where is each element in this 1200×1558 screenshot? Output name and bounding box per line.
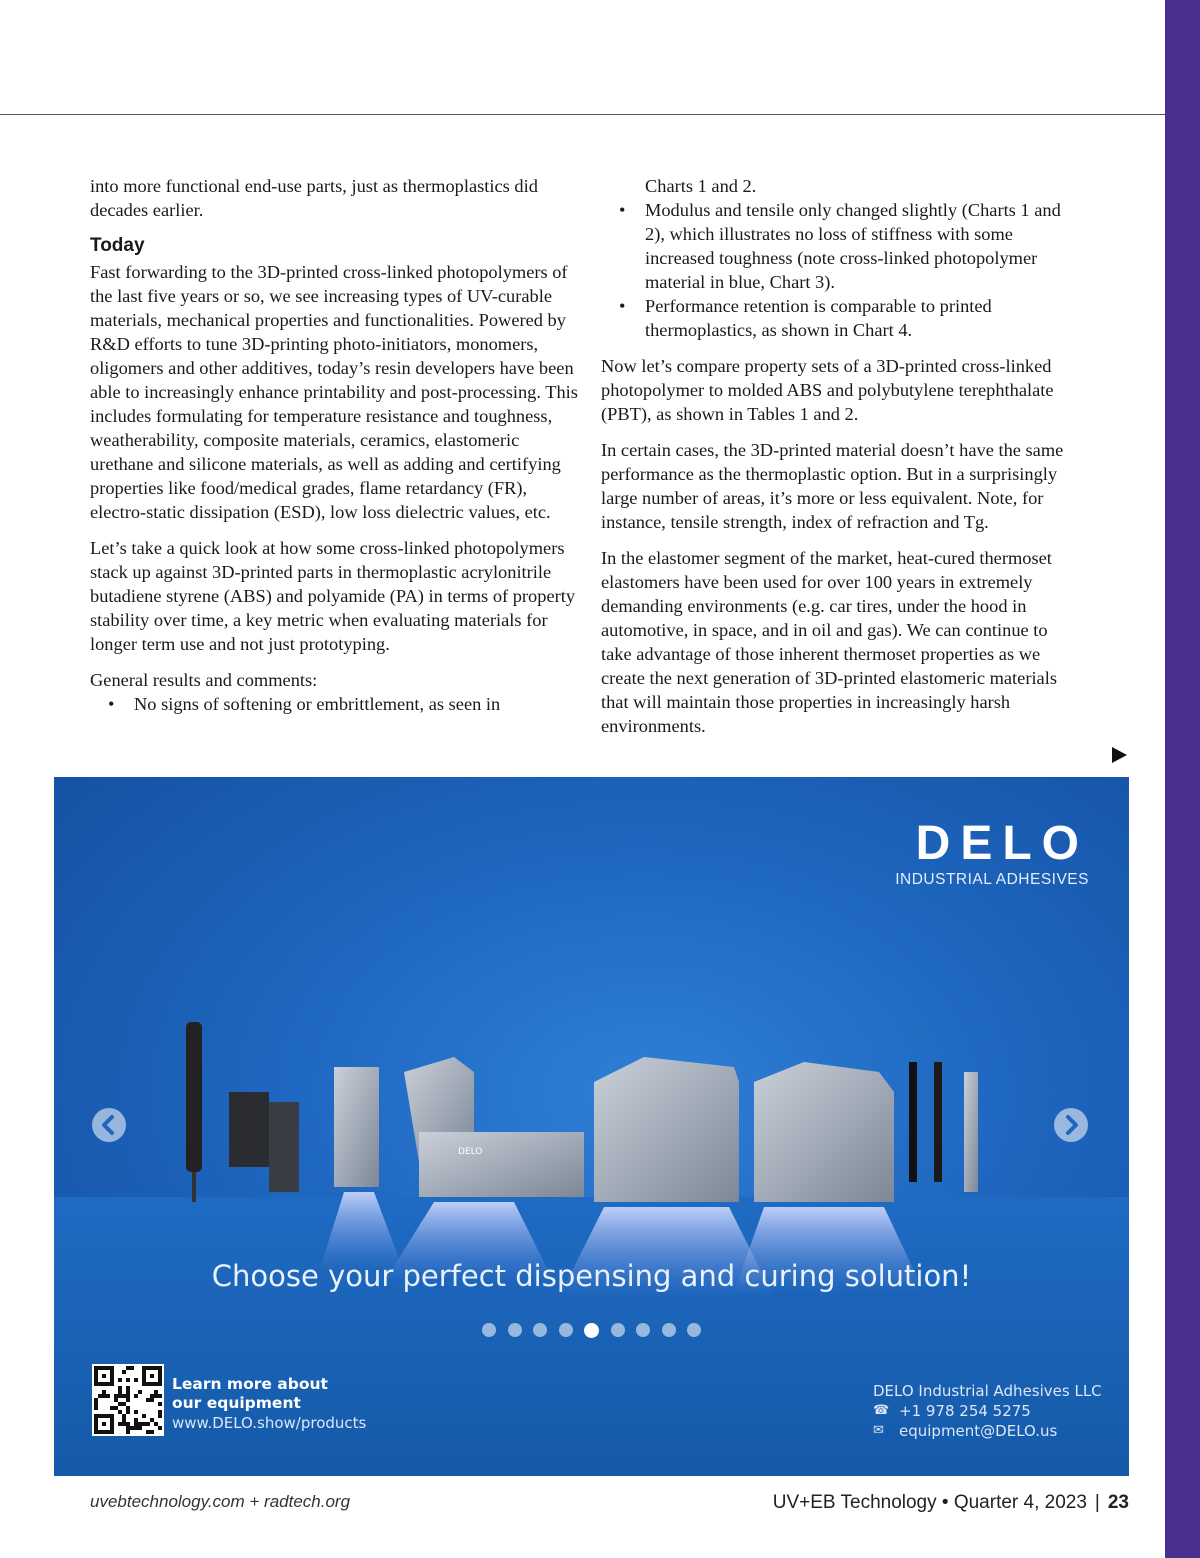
paragraph-intro: into more functional end-use parts, just as thermoplastics did decades earlier. — [90, 176, 538, 220]
envelope-icon: ✉ — [873, 1423, 884, 1438]
device-label: DELO — [458, 1147, 483, 1157]
learn-more-url[interactable]: www.DELO.show/products — [172, 1414, 367, 1432]
phone-row — [873, 1401, 1102, 1421]
footer-separator: | — [1094, 1492, 1100, 1513]
carousel-next-button[interactable] — [1054, 1108, 1088, 1142]
learn-more-line-1: Learn more about — [172, 1375, 328, 1393]
list-item — [601, 294, 1081, 342]
carousel-dot[interactable] — [662, 1323, 676, 1337]
email-address[interactable]: equipment@DELO.us — [899, 1422, 1058, 1440]
paragraph-compare: Now let’s compare property sets of a 3D-printed cross-linked photopolymer to molded ABS and polybutylene terephthalate (PBT), as shown in Tables 1 and 2. — [601, 356, 1054, 424]
list-item — [90, 692, 580, 716]
phone-icon: ☎ — [873, 1403, 890, 1418]
bullet-glyph: • — [619, 296, 626, 316]
footer-sites: uvebtechnology.com + radtech.org — [90, 1492, 351, 1511]
carousel-prev-button[interactable] — [92, 1108, 126, 1142]
logo-wordmark: DELO — [915, 817, 1089, 870]
subhead-today: Today — [90, 235, 145, 256]
ad-headline: Choose your perfect dispensing and curing solution! — [211, 1259, 972, 1293]
results-list-cont — [601, 174, 1081, 342]
footer-publication — [773, 1492, 1129, 1514]
results-list — [90, 692, 580, 716]
carousel-dot[interactable] — [559, 1323, 573, 1337]
list-item — [601, 174, 1081, 198]
list-item-text: Charts 1 and 2. — [645, 176, 757, 196]
bullet-glyph: • — [108, 694, 115, 714]
paragraph-today: Fast forwarding to the 3D-printed cross-linked photopolymers of the last five years or so, we see increasing types of UV-curable materials, mechanical properties and functionalities. Powered by R&D efforts to tune 3D-printing photo-initiators, monomers, oligomers and other additives, today’s resin developers have been able to increasingly enhance printability and post-processing. This includes formulating for temperature resistance and toughness, weatherability, composite materials, ceramics, elastomeric urethane and silicone materials, as well as adding and certifying properties like food/medical grades, flame retardancy (FR), electro-static dissipation (ESD), low loss dielectric values, etc. — [90, 262, 578, 522]
phone-number[interactable]: +1 978 254 5275 — [899, 1402, 1031, 1420]
carousel-dots — [482, 1321, 713, 1335]
carousel-dot[interactable] — [611, 1323, 625, 1337]
delo-advertisement[interactable] — [54, 777, 1129, 1476]
list-item — [601, 198, 1081, 294]
learn-more-line-2: our equipment — [172, 1394, 301, 1412]
qr-code-icon — [94, 1366, 162, 1434]
learn-more[interactable] — [172, 1375, 366, 1433]
contact-block — [873, 1381, 1102, 1441]
paragraph-general: General results and comments: — [90, 670, 318, 690]
publication-name: UV+EB Technology • Quarter 4, 2023 — [772, 1492, 1087, 1513]
chevron-right-icon — [1054, 1108, 1088, 1142]
accent-side-bar — [1165, 0, 1200, 1558]
header-rule — [0, 114, 1165, 115]
email-row — [873, 1421, 1102, 1441]
continue-arrow-icon[interactable] — [1112, 747, 1127, 763]
page-number: 23 — [1107, 1492, 1129, 1513]
bullet-glyph: • — [619, 200, 626, 220]
list-item-text: No signs of softening or embrittlement, as seen in — [134, 694, 501, 714]
chevron-left-icon — [92, 1108, 126, 1142]
list-item-text: Performance retention is comparable to printed thermoplastics, as shown in Chart 4. — [645, 296, 992, 340]
company-name: DELO Industrial Adhesives LLC — [873, 1382, 1102, 1400]
carousel-dot[interactable] — [508, 1323, 522, 1337]
right-column — [601, 174, 1081, 750]
paragraph-elastomer: In the elastomer segment of the market, heat-cured thermoset elastomers have been used for over 100 years in extremely demanding environments (e.g. car tires, under the hood in automotive, in space, and in oil and gas). We can continue to take advantage of those inherent thermoset properties as we create the next generation of 3D-printed elastomeric materials that will maintain those properties in increasingly harsh environments. — [601, 548, 1057, 736]
list-item-text: Modulus and tensile only changed slightly (Charts 1 and 2), which illustrates no loss of stiffness with some increased toughness (note cross-linked photopolymer material in blue, Chart 3). — [645, 200, 1061, 292]
carousel-dot[interactable] — [584, 1323, 599, 1338]
paragraph-cases: In certain cases, the 3D-printed material doesn’t have the same performance as the thermoplastic option. But in a surprisingly large number of areas, it’s more or less equivalent. Note, for instance, tensile strength, index of refraction and Tg. — [601, 440, 1064, 532]
delo-logo — [895, 819, 1089, 889]
left-column — [90, 174, 580, 728]
qr-code[interactable] — [92, 1364, 164, 1436]
logo-subtitle: INDUSTRIAL ADHESIVES — [895, 871, 1089, 888]
paragraph-look: Let’s take a quick look at how some cross-linked photopolymers stack up against 3D-printed parts in thermoplastic acrylonitrile butadiene styrene (ABS) and polyamide (PA) in terms of property stability over time, a key metric when evaluating materials for longer term use and not just prototyping. — [90, 538, 576, 654]
